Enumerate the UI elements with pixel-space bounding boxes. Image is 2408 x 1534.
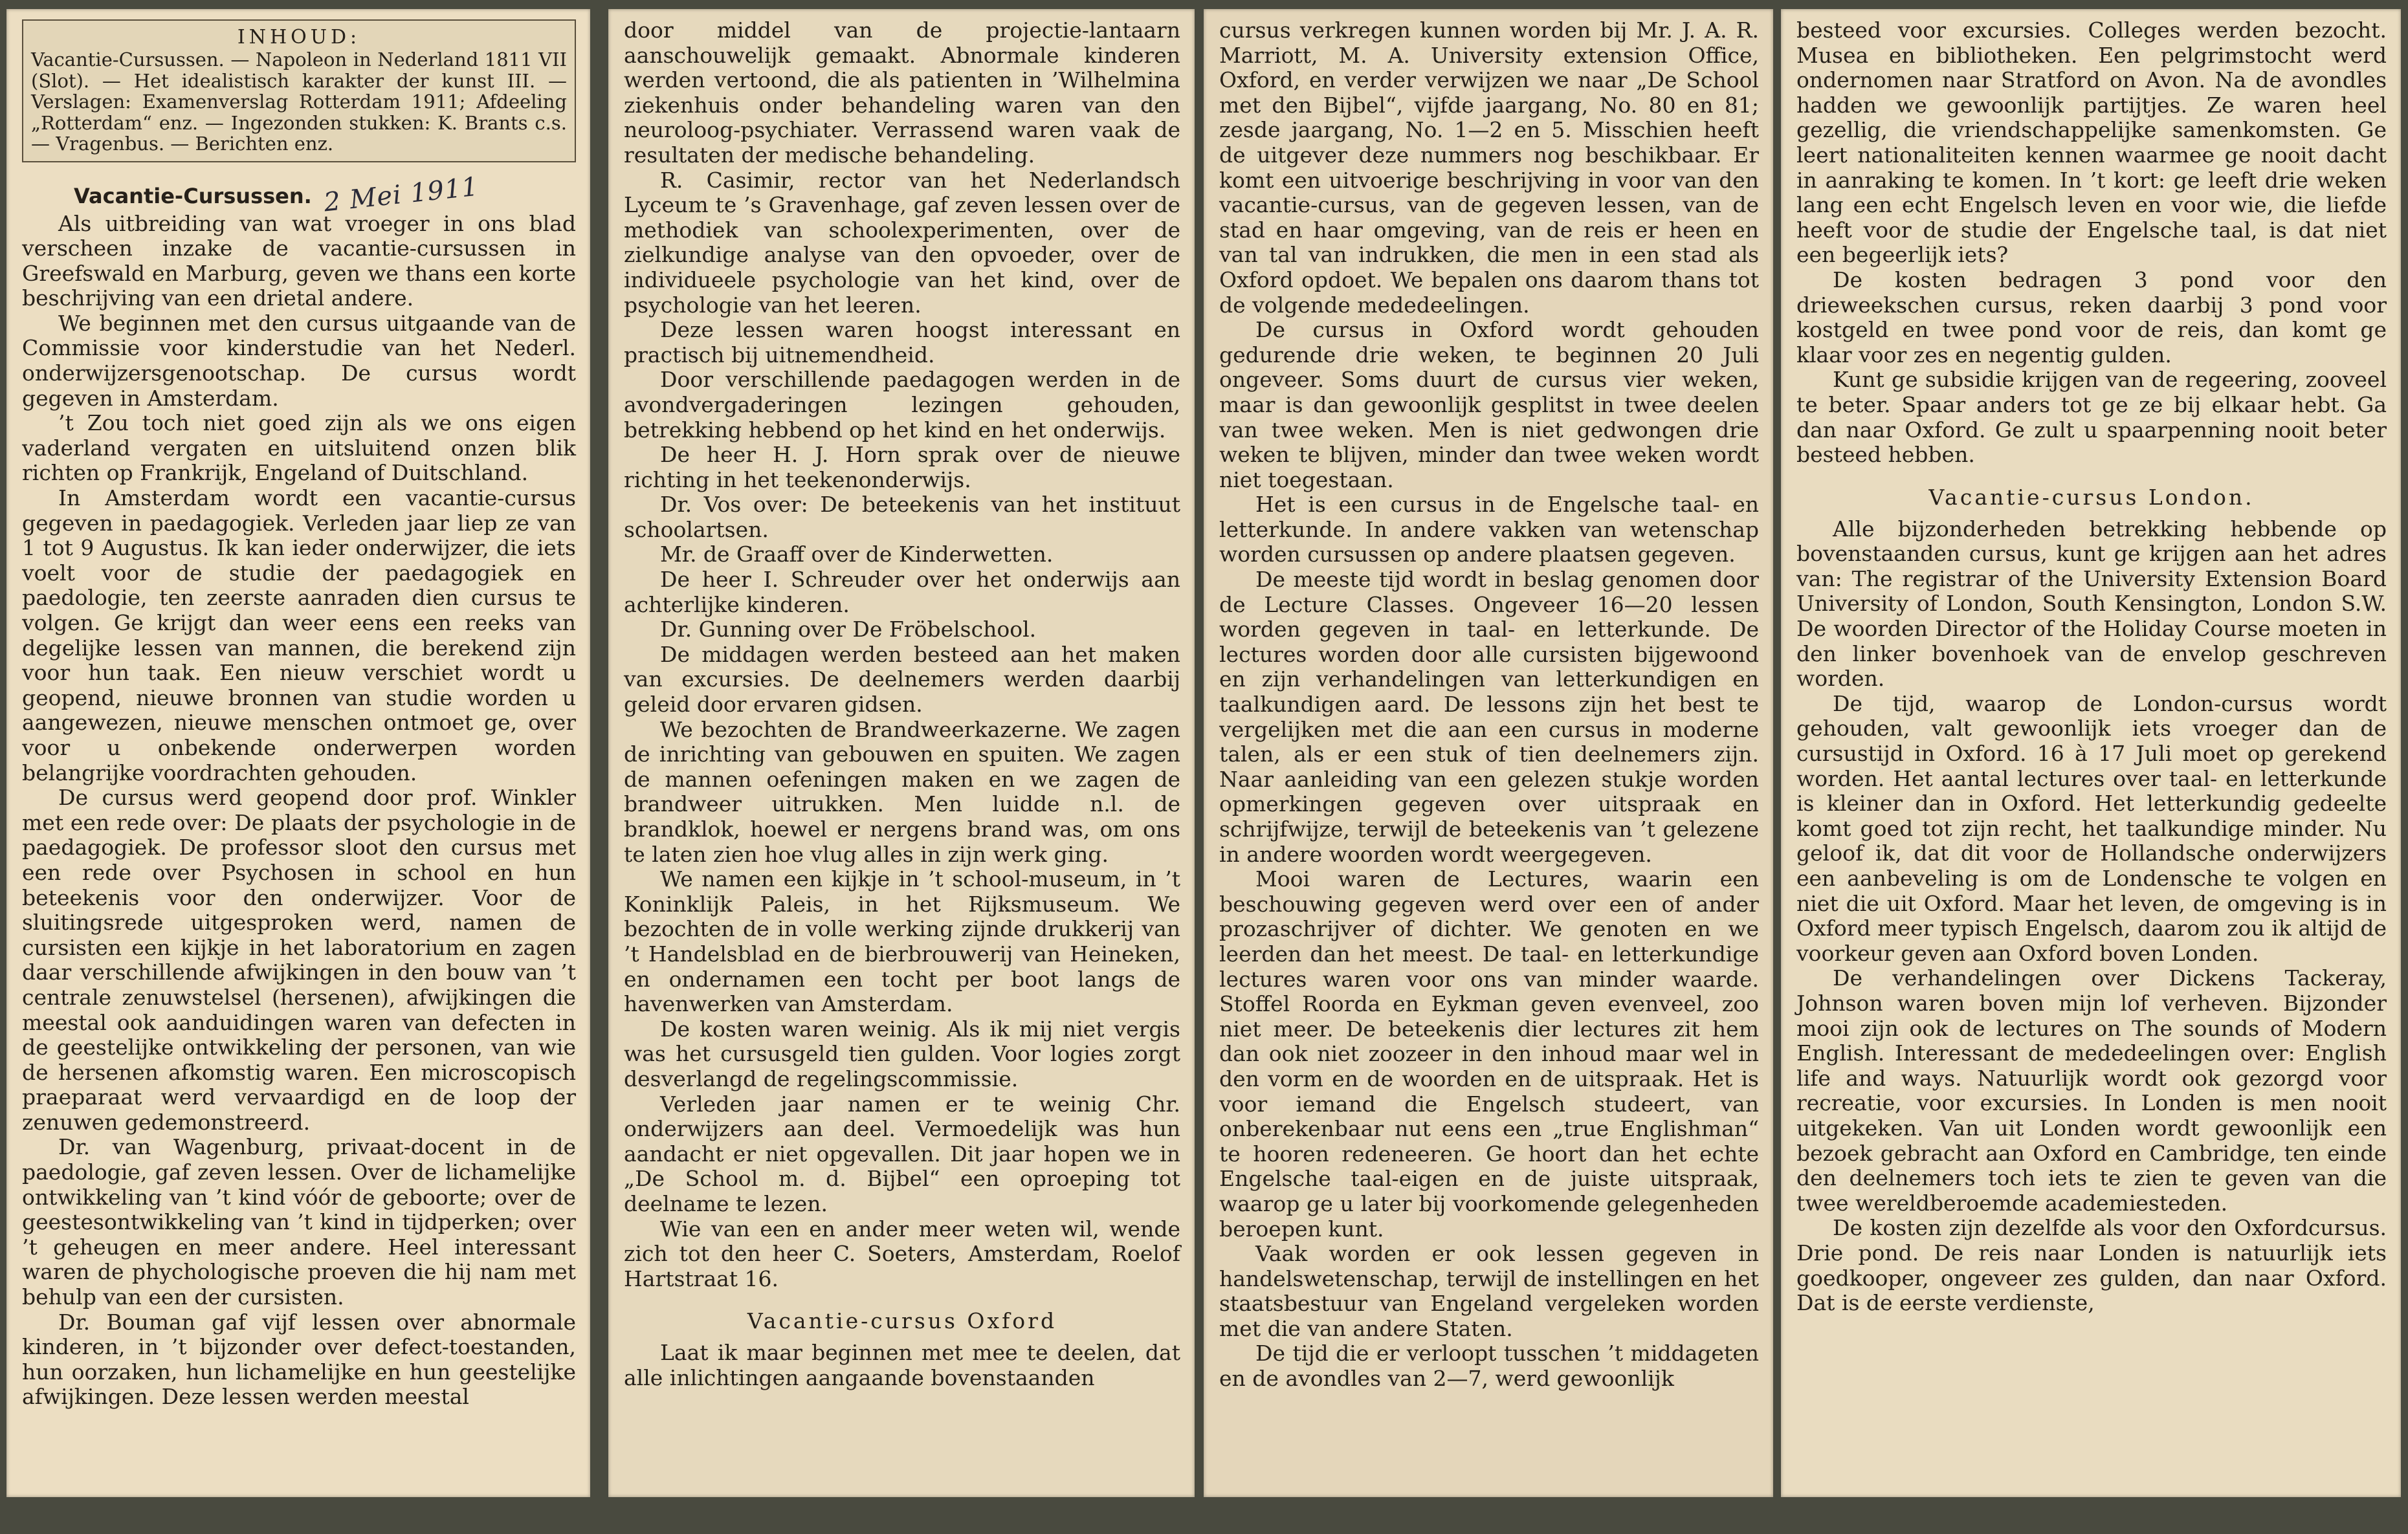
paragraph: Alle bijzonderheden betrekking hebbende op bovenstaanden cursus, kunt ge krijgen aan het adres van: The registrar of the University Extension Board University of London, South Kensington, London S.W. De woorden Director of the Holiday Course moeten in den linker bovenhoek van de envelop geschreven worden. xyxy=(1796,516,2387,692)
paragraph: Dr. Bouman gaf vijf lessen over abnormale kinderen, in ’t bijzonder over defect-toestanden, hun oorzaken, hun lichamelijke en hun geestelijke afwijkingen. Deze lessen werden meestal xyxy=(22,1309,576,1410)
paragraph: Door verschillende paedagogen werden in de avondvergaderingen lezingen gehouden, betrekking hebbend op het kind en het onderwijs. xyxy=(624,367,1180,443)
paragraph: Dr. van Wagenburg, privaat-docent in de paedologie, gaf zeven lessen. Over de lichamelijke ontwikkeling van ’t kind vóór de geboorte; over de geestesontwikkeling van ’t kind in tijdperken; over ’t geheugen en meer andere. Heel interessant waren de phychologische proeven die hij nam met behulp van een der cursisten. xyxy=(22,1134,576,1310)
paragraph: ’t Zou toch niet goed zijn als we ons eigen vaderland vergaten en uitsluitend onzen blik richten op Frankrijk, Engeland of Duitschland. xyxy=(22,410,576,486)
paragraph: Als uitbreiding van wat vroeger in ons blad verscheen inzake de vacantie-cursussen in Greefswald en Marburg, geven we thans een korte beschrijving van een drietal andere. xyxy=(22,210,576,311)
handwritten-date-note: 2 Mei 1911 xyxy=(322,171,480,217)
article-heading xyxy=(74,171,576,217)
toc-text: Vacantie-Cursussen. — Napoleon in Nederland 1811 VII (Slot). — Het idealistisch karakter der kunst III. — Verslagen: Examenverslag Rotterdam 1911; Afdeeling „Rotterdam“ enz. — Ingezonden stukken: K. Brants c.s. — Vragenbus. — Berichten enz. xyxy=(31,49,567,155)
paragraph: R. Casimir, rector van het Nederlandsch Lyceum te ’s Gravenhage, gaf zeven lessen over de methodiek van schoolexperimenten, over de zielkundige analyse van den opvoeder, over de individueele psychologie van het kind, over de psychologie van het leeren. xyxy=(624,167,1180,318)
paragraph: De kosten bedragen 3 pond voor den drieweekschen cursus, reken daarbij 3 pond voor kostgeld en twee pond voor de reis, dan komt ge klaar voor zes en negentig gulden. xyxy=(1796,267,2387,367)
paragraph: De verhandelingen over Dickens Tackeray, Johnson waren boven mijn lof verheven. Bijzonder mooi zijn ook de lectures on The sounds of Modern English. Interessant de mededeelingen over: English life and ways. Natuurlijk wordt ook gezorgd voor recreatie, voor excursies. In Londen is men nooit uitgekeken. Van uit Londen wordt gewoonlijk een bezoek gebracht aan Oxford en Cambridge, ten einde den deelnemers toch iets te zien te geven van die twee wereldberoemde academiesteden. xyxy=(1796,965,2387,1216)
paragraph: We namen een kijkje in ’t school-museum, in ’t Koninklijk Paleis, in het Rijksmuseum. We bezochten de in volle werking zijnde drukkerij van ’t Handelsblad en de bierbrouwerij van Heineken, en ondernamen een tocht per boot langs de havenwerken van Amsterdam. xyxy=(624,866,1180,1017)
toc-title: INHOUD: xyxy=(237,26,361,49)
paragraph: door middel van de projectie-lantaarn aanschouwelijk gemaakt. Abnormale kinderen werden vertoond, die als patienten in ’Wilhelmina ziekenhuis onder behandeling waren van den neuroloog-psychiater. Verrassend waren vaak de resultaten der medische behandeling. xyxy=(624,17,1180,168)
paragraph: De heer I. Schreuder over het onderwijs aan achterlijke kinderen. xyxy=(624,567,1180,617)
paragraph: Deze lessen waren hoogst interessant en practisch bij uitnemendheid. xyxy=(624,317,1180,367)
table-of-contents-box xyxy=(22,19,576,162)
column-4 xyxy=(1781,9,2401,1497)
paragraph: Mr. de Graaff over de Kinderwetten. xyxy=(660,542,1054,567)
paragraph: We bezochten de Brandweerkazerne. We zagen de inrichting van gebouwen en spuiten. We zagen de mannen oefeningen maken en we zagen de brandweer uitrukken. Men luidde n.l. de brandklok, hoewel er nergens brand was, om ons te laten zien hoe vlug alles in zijn werk ging. xyxy=(624,716,1180,867)
paragraph: Dr. Gunning over De Fröbelschool. xyxy=(660,617,1037,642)
paragraph: De tijd die er verloopt tusschen ’t middageten en de avondles van 2—7, werd gewoonlijk xyxy=(1219,1341,1759,1392)
article-title: Vacantie-Cursussen. xyxy=(74,183,312,208)
paragraph: cursus verkregen kunnen worden bij Mr. J. A. R. Marriott, M. A. University extension Office, Oxford, en verder verwijzen we naar „De School met den Bijbel“, vijfde jaargang, No. 80 en 81; zesde jaargang, No. 1—2 en 5. Misschien heeft de uitgever deze nummers nog beschikbaar. Er komt een uitvoerige beschrijving in voor van den vacantie-cursus, van de gegeven lessen, van de stad en haar omgeving, van de reis er heen en van tal van indrukken, die men in een stad als Oxford opdoet. We bepalen ons daarom thans tot de volgende mededeelingen. xyxy=(1219,17,1759,318)
paragraph: De meeste tijd wordt in beslag genomen door de Lecture Classes. Ongeveer 16—20 lessen worden gegeven in taal- en letterkunde. De lectures worden door alle cursisten bijgewoond en zijn verhandelingen van letterkundigen en taalkundigen aard. De lessons zijn het best te vergelijken met die aan een cursus in moderne talen, als er een stuk of tien deelnemers zijn. Naar aanleiding van een gelezen stukje worden opmerkingen gegeven over uitspraak en schrijfwijze, terwijl de beteekenis van ’t gelezene in andere woorden wordt weergegeven. xyxy=(1219,567,1759,867)
paragraph: Dr. Vos over: De beteekenis van het instituut schoolartsen. xyxy=(624,492,1180,542)
paragraph: Vaak worden er ook lessen gegeven in handelswetenschap, terwijl de instellingen en het staatsbestuur van Engeland vergeleken worden met die van andere Staten. xyxy=(1219,1241,1759,1341)
column-2 xyxy=(608,9,1195,1497)
paragraph: Mooi waren de Lectures, waarin een beschouwing gegeven werd over een of ander prozaschrijver of dichter. We genoten en we leerden dan het meest. De taal- en letterkundige lectures waren voor ons van minder waarde. Stoffel Roorda en Eykman geven evenveel, zoo niet meer. De beteekenis dier lectures zit hem dan ook niet zoozeer in den inhoud maar wel in den vorm en de woorden en de uitspraak. Het is voor iemand die Engelsch studeert, van onberekenbaar nut eens een „true Englishman“ te hooren redeneeren. Ge hoort dan het echte Engelsche taal-eigen en de juiste uitspraak, waarop ge u later bij voorkomende gelegenheden beroepen kunt. xyxy=(1219,866,1759,1242)
section-title-oxford: Vacantie-cursus Oxford xyxy=(747,1308,1057,1334)
paragraph: De cursus werd geopend door prof. Winkler met een rede over: De plaats der psychologie in de paedagogiek. De professor sloot den cursus met een rede over Psychosen in school en hun beteekenis voor den onderwijzer. Voor de sluitingsrede uitgesproken werd, namen de cursisten een kijkje in het laboratorium en zagen daar verschillende afwijkingen in den bouw van ’t centrale zenuwstelsel (hersenen), afwijkingen die meestal ook aanduidingen waren van defecten in de geestelijke ontwikkeling der personen, van wie de hersenen afkomstig waren. Een microscopisch praeparaat werd vervaardigd en de loop der zenuwen gedemonstreerd. xyxy=(22,785,576,1135)
paragraph: De kosten zijn dezelfde als voor den Oxfordcursus. Drie pond. De reis naar Londen is natuurlijk iets goedkooper, ongeveer zes gulden, dan naar Oxford. Dat is de eerste verdienste, xyxy=(1796,1215,2387,1316)
paragraph: Het is een cursus in de Engelsche taal- en letterkunde. In andere vakken van wetenschap worden cursussen op andere plaatsen gegeven. xyxy=(1219,492,1759,567)
column-1 xyxy=(6,9,590,1497)
paragraph: De cursus in Oxford wordt gehouden gedurende drie weken, te beginnen 20 Juli ongeveer. Soms duurt de cursus vier weken, maar is dan gewoonlijk gesplitst in twee deelen van twee weken. Men is niet gedwongen drie weken te blijven, minder dan twee weken wordt niet toegestaan. xyxy=(1219,317,1759,492)
paragraph: In Amsterdam wordt een vacantie-cursus gegeven in paedagogiek. Verleden jaar liep ze van 1 tot 9 Augustus. Ik kan ieder onderwijzer, die iets voelt voor de studie der paedagogiek en paedologie, ten zeerste aanraden dien cursus te volgen. Ge krijgt dan weer eens een reeks van degelijke lessen van mannen, die berekend zijn voor hun taak. Een nieuw verschiet wordt u geopend, nieuwe bronnen van studie worden u aangewezen, nieuwe menschen ontmoet ge, over voor u onbekende onderwerpen worden belangrijke voordrachten gehouden. xyxy=(22,485,576,785)
paragraph: De kosten waren weinig. Als ik mij niet vergis was het cursusgeld tien gulden. Voor logies zorgt desverlangd de regelingscommissie. xyxy=(624,1016,1180,1091)
paragraph: De middagen werden besteed aan het maken van excursies. De deelnemers werden daarbij geleid door ervaren gidsen. xyxy=(624,641,1180,718)
paragraph: We beginnen met den cursus uitgaande van de Commissie voor kinderstudie van het Nederl. onderwijzersgenootschap. De cursus wordt gegeven in Amsterdam. xyxy=(22,310,576,411)
paragraph: Wie van een en ander meer weten wil, wende zich tot den heer C. Soeters, Amsterdam, Roelof Hartstraat 16. xyxy=(624,1216,1180,1291)
paragraph: Verleden jaar namen er te weinig Chr. onderwijzers aan deel. Vermoedelijk was hun aandacht er niet opgevallen. Dit jaar hopen we in „De School m. d. Bijbel“ een oproeping tot deelname te lezen. xyxy=(624,1091,1180,1216)
paragraph: Laat ik maar beginnen met mee te deelen, dat alle inlichtingen aangaande bovenstaanden xyxy=(624,1340,1180,1390)
column-3 xyxy=(1204,9,1773,1497)
paragraph: Kunt ge subsidie krijgen van de regeering, zooveel te beter. Spaar anders tot ge ze bij elkaar hebt. Ga dan naar Oxford. Ge zult u spaarpenning nooit beter besteed hebben. xyxy=(1796,367,2387,468)
paragraph: De heer H. J. Horn sprak over de nieuwe richting in het teekenonderwijs. xyxy=(624,442,1180,492)
section-title-london: Vacantie-cursus London. xyxy=(1928,484,2255,510)
paragraph: De tijd, waarop de London-cursus wordt gehouden, valt gewoonlijk iets vroeger dan de cursustijd in Oxford. 16 à 17 Juli moet op gerekend worden. Het aantal lectures over taal- en letterkunde is kleiner dan in Oxford. Het letterkundig gedeelte komt goed tot zijn recht, het taalkundige minder. Nu geloof ik, dat dit voor de Hollandsche onderwijzers een aanbeveling is om de Londensche te volgen en niet die uit Oxford. Maar het leven, de omgeving is in Oxford meer typisch Engelsch, daarom zou ik altijd de voorkeur geven aan Oxford boven Londen. xyxy=(1796,690,2387,966)
paragraph: besteed voor excursies. Colleges werden bezocht. Musea en bibliotheken. Een pelgrimstocht werd ondernomen naar Stratford on Avon. Na de avondles hadden we gewoonlijk partijtjes. Ze waren heel gezellig, die vriendschappelijke samenkomsten. Ge leert nationaliteiten kennen waarmee ge nooit dacht in aanraking te komen. In ’t kort: ge leeft drie weken lang een echt Engelsch leven en voor wie, die liefde heeft voor de studie der Engelsche taal, is dat niet een begeerlijk iets? xyxy=(1796,17,2387,268)
